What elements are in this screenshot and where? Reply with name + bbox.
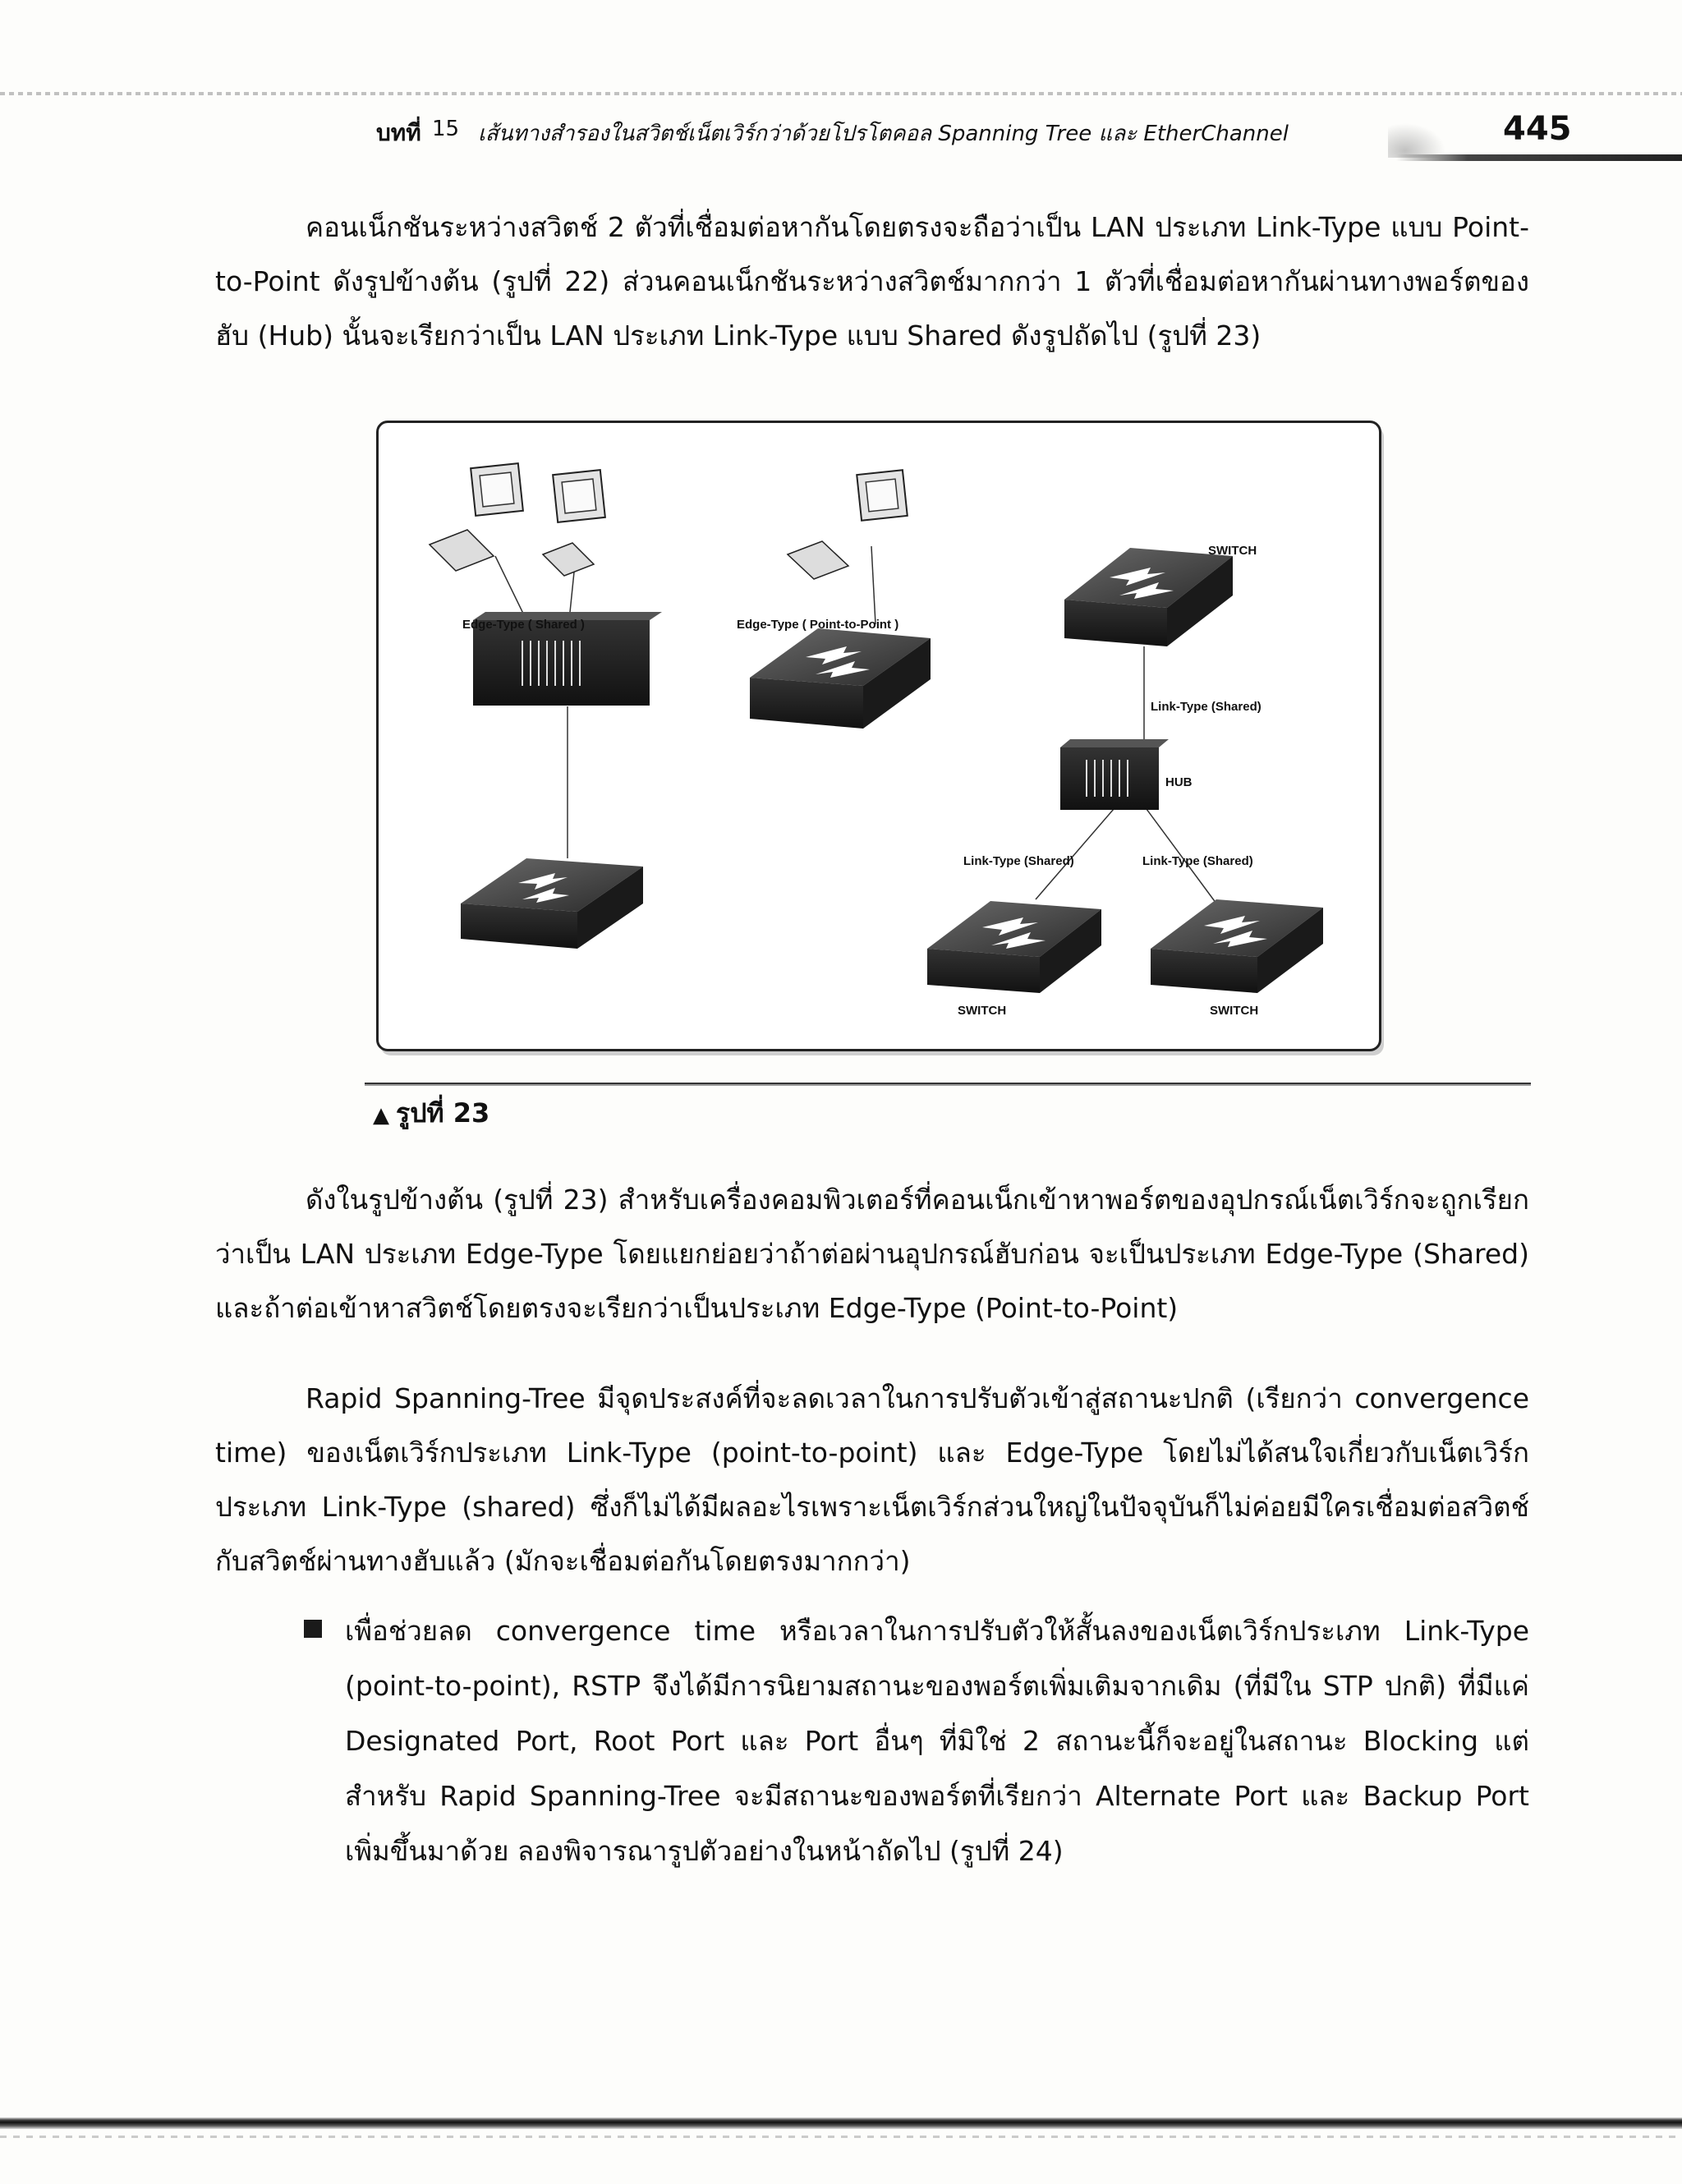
label-edge-p2p: Edge-Type ( Point-to-Point ) [737,618,899,632]
line-pc3-switch [871,546,875,624]
running-header [376,110,1682,159]
paragraph-1: คอนเน็กชันระหว่างสวิตช์ 2 ตัวที่เชื่อมต่อหากันโดยตรงจะถือว่าเป็น LAN ประเภท Link-Type แบบ Point-to-Point ดังรูปข้างต้น (รูปที่ 22) ส่วนคอนเน็กชันระหว่างสวิตช์มากกว่า 1 ตัวที่เชื่อมต่อหากันผ่านทางพอร์ตของฮับ (Hub) นั้นจะเรียกว่าเป็น LAN ประเภท Link-Type แบบ Shared ดังรูปถัดไป (รูปที่ 23) [215,211,1529,352]
label-link-shared-right: Link-Type (Shared) [1142,854,1253,868]
chapter-label: บทที่ [376,119,421,146]
page-number: 445 [1503,110,1572,148]
label-switch-left: SWITCH [958,1004,1007,1018]
switch-icon [750,628,931,729]
figure-rule [365,1083,1531,1087]
label-switch-right: SWITCH [1210,1004,1259,1018]
label-hub: HUB [1165,775,1193,789]
chapter-number: 15 [432,117,460,141]
network-diagram [379,423,1379,1049]
switch-icon [461,858,643,949]
switch-icon [1064,548,1233,646]
switch-icon [927,901,1101,993]
hub-icon [1060,739,1169,810]
bullet-square-icon [304,1620,322,1638]
network-figure [376,421,1381,1051]
paragraph-2: ดังในรูปข้างต้น (รูปที่ 23) สำหรับเครื่องคอมพิวเตอร์ที่คอนเน็กเข้าหาพอร์ตของอุปกรณ์เน็ตเวิร์กจะถูกเรียกว่าเป็น LAN ประเภท Edge-Type โดยแยกย่อยว่าถ้าต่อผ่านอุปกรณ์ฮับก่อน จะเป็นประเภท Edge-Type (Shared) และถ้าต่อเข้าหาสวิตช์โดยตรงจะเรียกว่าเป็นประเภท Edge-Type (Point-to-Point) [215,1184,1529,1324]
paragraph-3: Rapid Spanning-Tree มีจุดประสงค์ที่จะลดเวลาในการปรับตัวเข้าสู่สถานะปกติ (เรียกว่า convergence time) ของเน็ตเวิร์กประเภท Link-Type (point-to-point) และ Edge-Type โดยไม่ได้สนใจเกี่ยวกับเน็ตเวิร์กประเภท Link-Type (shared) ซึ่งก็ไม่ได้มีผลอะไรเพราะเน็ตเวิร์กส่วนใหญ่ในปัจจุบันก็ไม่ค่อยมีใครเชื่อมต่อสวิตช์กับสวิตช์ผ่านทางฮับแล้ว (มักจะเชื่อมต่อกันโดยตรงมากกว่า) [215,1382,1529,1577]
figure-caption [373,1092,489,1134]
computer-icon [788,470,908,579]
scan-artifact-bottom-dots [0,2136,1682,2138]
computer-icon [430,463,523,571]
label-edge-shared: Edge-Type ( Shared ) [462,618,585,632]
label-link-shared-top: Link-Type (Shared) [1151,700,1262,714]
scan-artifact-top [0,92,1682,95]
scan-artifact-bottom [0,2117,1682,2129]
label-link-shared-left: Link-Type (Shared) [963,854,1074,868]
computer-icon [543,470,605,576]
caption-triangle-icon: ▲ [373,1103,389,1128]
header-rule [1396,154,1682,161]
label-switch-top: SWITCH [1208,544,1257,558]
line-pc1-hub [495,556,526,620]
caption-text: รูปที่ 23 [396,1097,490,1129]
chapter-title: เส้นทางสำรองในสวิตช์เน็ตเวิร์กว่าด้วยโปรโตคอล Spanning Tree และ EtherChannel [478,122,1289,146]
bullet-paragraph: เพื่อช่วยลด convergence time หรือเวลาในการปรับตัวให้สั้นลงของเน็ตเวิร์กประเภท Link-Type (point-to-point), RSTP จึงได้มีการนิยามสถานะของพอร์ตเพิ่มเติมจากเดิม (ที่มีใน STP ปกติ) ที่มีแค่ Designated Port, Root Port และ Port อื่นๆ ที่มิใช่ 2 สถานะนี้ก็จะอยู่ในสถานะ Blocking แต่สำหรับ Rapid Spanning-Tree จะมีสถานะของพอร์ตที่เรียกว่า Alternate Port และ Backup Port เพิ่มขึ้นมาด้วย ลองพิจารณารูปตัวอย่างในหน้าถัดไป (รูปที่ 24) [345,1615,1529,1867]
scan-smudge [1388,123,1445,158]
switch-icon [1151,899,1323,993]
